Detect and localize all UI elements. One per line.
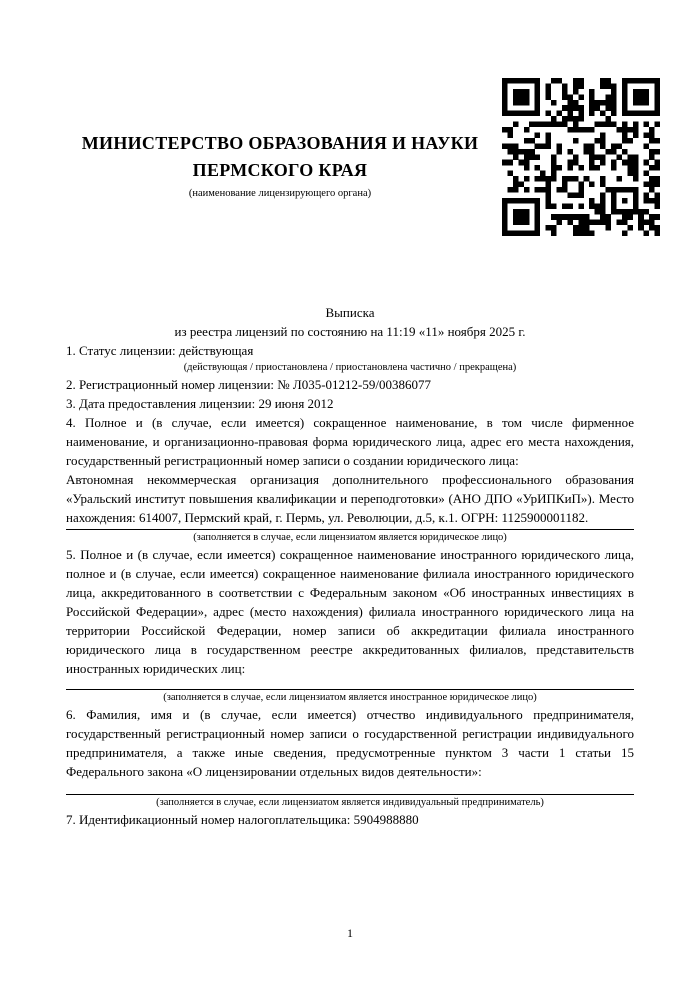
ministry-header [60,130,500,201]
ministry-name-line1: МИНИСТЕРСТВО ОБРАЗОВАНИЯ И НАУКИ [81,133,479,153]
item-legal-entity-value: Автономная некоммерческая организация дополнительного профессионального образования «Уральский институт повышения квалификации и переподготовки» (АНО ДПО «УрИПКиП»). Место нахождения: 614007, Пермский край, г. Пермь, ул. Революции, д.5, к.1. ОГРН: 1125900001182. [66,472,634,525]
item-entrepreneur-heading: 6. Фамилия, имя и (в случае, если имеется) отчество индивидуального предпринимателя, государственный регистрационный номер записи о государственной регистрации индивидуального предпринимателя, а также иные сведения, предусмотренные пунктом 3 части 1 статьи 15 Федерального закона «О лицензировании отдельных видов деятельности»: [66,707,634,779]
foreign-entity-caption: (заполняется в случае, если лицензиатом является иностранное юридическое лицо) [163,692,537,703]
legal-entity-fill-line [66,529,634,530]
item-taxpayer-number: 7. Идентификационный номер налогоплательщика: 5904988880 [66,812,419,827]
item-foreign-entity-heading: 5. Полное и (в случае, если имеется) сокращенное наименование иностранного юридического лица, полное и (в случае, если имеется) сокращенное наименование филиала иностранного юридического лица, аккредитованного в соответствии с Федеральным законом «Об иностранных инвестициях в Российской Федерации», адрес (место нахождения) филиала иностранного юридического лица на территории Российской Федерации, номер записи об аккредитации филиала иностранного юридического лица в государственном реестре аккредитованных филиалов, представительств иностранных юридических лиц: [66,547,634,676]
foreign-entity-fill-line [66,689,634,690]
document-title-line1: Выписка [325,305,375,320]
ministry-name-line2: ПЕРМСКОГО КРАЯ [192,160,368,180]
item-legal-entity-heading: 4. Полное и (в случае, если имеется) сокращенное наименование, в том числе фирменное наименование, и организационно-правовая форма юридического лица, адрес его места нахождения, государственный регистрационный номер записи о создании юридического лица: [66,415,634,468]
page-number: 1 [347,926,353,940]
entrepreneur-fill-line [66,794,634,795]
qr-code-icon [502,78,660,236]
status-options-caption: (действующая / приостановлена / приостановлена частично / прекращена) [183,362,517,373]
document-title-line2: из реестра лицензий по состоянию на 11:19 «11» ноября 2025 г. [174,324,526,339]
legal-entity-caption: (заполняется в случае, если лицензиатом является юридическое лицо) [193,532,507,543]
item-registration-number: 2. Регистрационный номер лицензии: № Л035-01212-59/00386077 [66,377,432,392]
ministry-caption: (наименование лицензирующего органа) [188,188,372,199]
document-title [66,303,634,341]
entrepreneur-caption: (заполняется в случае, если лицензиатом является индивидуальный предприниматель) [156,797,544,808]
item-license-status: 1. Статус лицензии: действующая [66,343,254,358]
document-body [66,303,634,829]
item-grant-date: 3. Дата предоставления лицензии: 29 июня 2012 [66,396,334,411]
